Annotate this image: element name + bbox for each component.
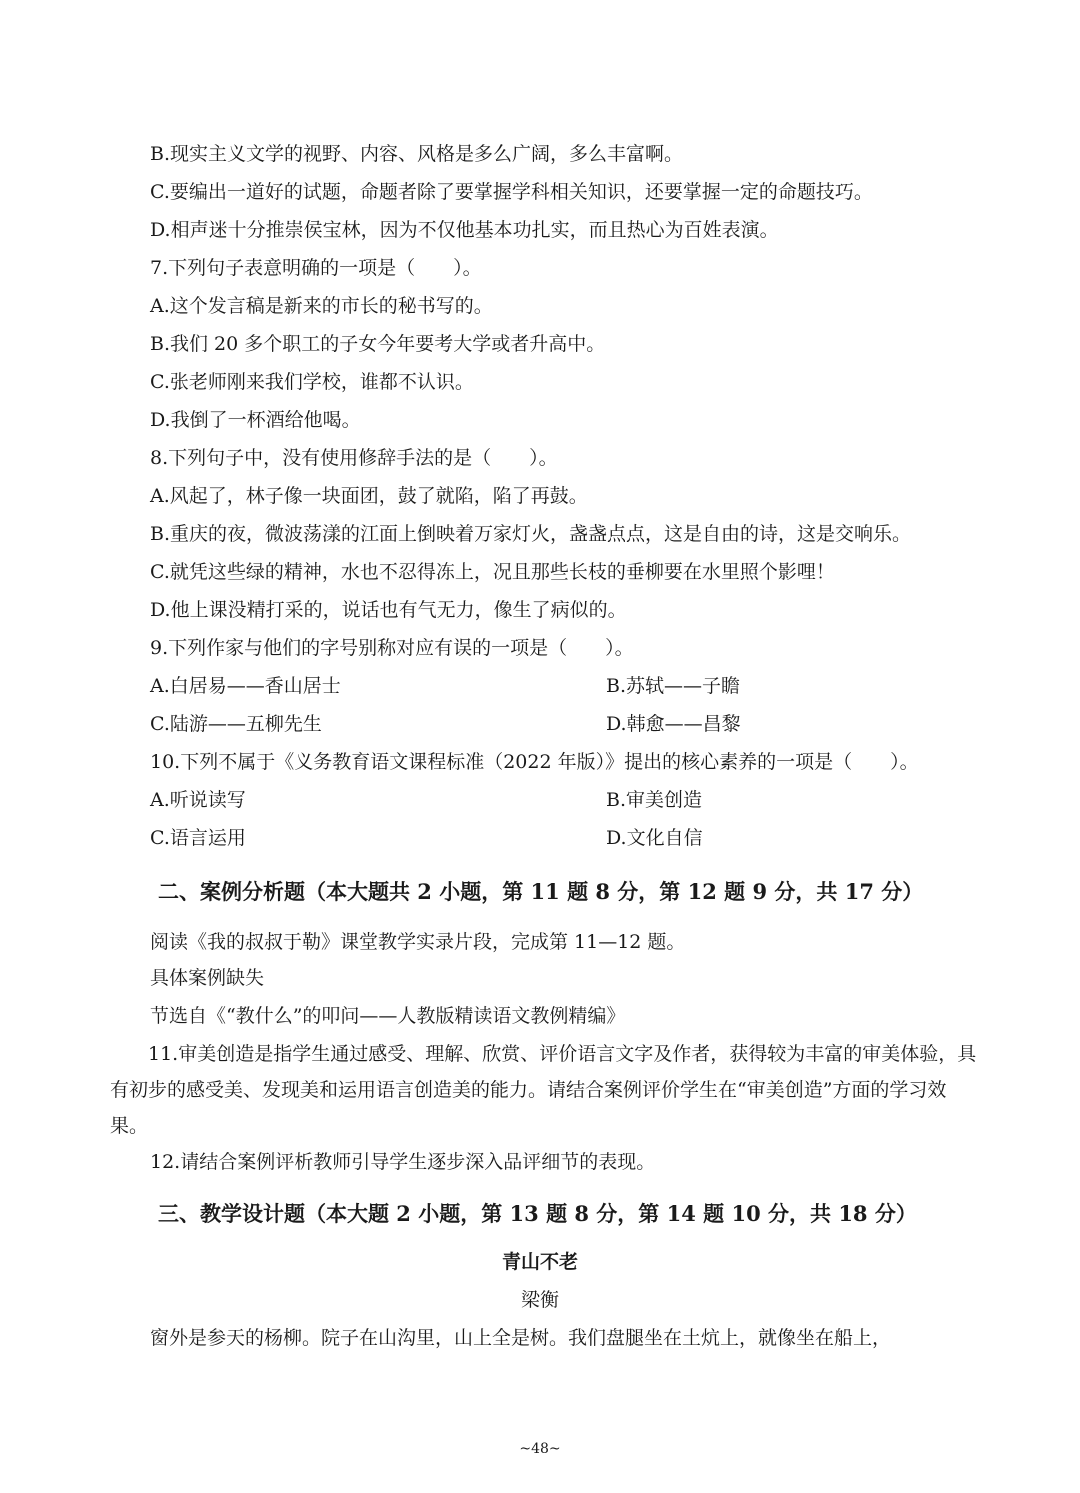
- q7-option-a: A.这个发言稿是新来的市长的秘书写的。: [150, 295, 493, 317]
- article-first-line: 窗外是参天的杨柳。院子在山沟里，山上全是树。我们盘腿坐在土炕上，就像坐在船上，: [150, 1327, 892, 1349]
- q7-option-b: B.我们 20 多个职工的子女今年要考大学或者升高中。: [150, 333, 606, 355]
- page-number: ~48~: [519, 1441, 561, 1457]
- article-author: 梁衡: [520, 1289, 559, 1311]
- q8-option-d: D.他上课没精打采的，说话也有气无力，像生了病似的。: [150, 599, 627, 621]
- q10-option-row: [150, 826, 980, 850]
- q7-option-c: C.张老师刚来我们学校，谁都不认识。: [150, 371, 474, 393]
- section-2-intro: 阅读《我的叔叔于勒》课堂教学实录片段，完成第 11—12 题。: [150, 931, 686, 953]
- section-2-heading: 二、案例分析题（本大题共 2 小题，第 11 题 8 分，第 12 题 9 分，共 17 分）: [158, 879, 924, 904]
- q8-option-b: B.重庆的夜，微波荡漾的江面上倒映着万家灯火，盏盏点点，这是自由的诗，这是交响乐。: [150, 523, 912, 545]
- q9-option-a: A.白居易——香山居士: [150, 675, 341, 697]
- q10-option-row: [150, 788, 980, 812]
- q10-option-a: A.听说读写: [150, 789, 246, 811]
- q9-option-d: D.韩愈——昌黎: [606, 713, 741, 735]
- q7-stem: 7.下列句子表意明确的一项是（ ）。: [150, 257, 482, 279]
- case-source: 节选自《“教什么”的叩问——人教版精读语文教例精编》: [150, 1005, 626, 1027]
- q6-option-d: D.相声迷十分推崇侯宝林，因为不仅他基本功扎实，而且热心为百姓表演。: [150, 219, 779, 241]
- q8-option-c: C.就凭这些绿的精神，水也不忍得冻上，况且那些长枝的垂柳要在水里照个影哩！: [150, 561, 835, 583]
- question-11: 11.审美创造是指学生通过感受、理解、欣赏、评价语言文字及作者，获得较为丰富的审美体验，具有初步的感受美、发现美和运用语言创造美的能力。请结合案例评价学生在“审美创造”方面的学习效果。: [110, 1043, 977, 1137]
- q6-option-c: C.要编出一道好的试题，命题者除了要掌握学科相关知识，还要掌握一定的命题技巧。: [150, 181, 873, 203]
- q7-option-d: D.我倒了一杯酒给他喝。: [150, 409, 361, 431]
- q9-option-c: C.陆游——五柳先生: [150, 713, 322, 735]
- q9-option-b: B.苏轼——子瞻: [606, 675, 741, 697]
- q10-stem: 10.下列不属于《义务教育语文课程标准（2022 年版）》提出的核心素养的一项是（ ）。: [150, 751, 919, 773]
- article-title: 青山不老: [501, 1251, 578, 1273]
- q9-option-row: [150, 674, 980, 698]
- q9-option-row: [150, 712, 980, 736]
- q10-option-d: D.文化自信: [606, 827, 703, 849]
- section-3-heading: 三、教学设计题（本大题 2 小题，第 13 题 8 分，第 14 题 10 分，共 18 分）: [158, 1201, 917, 1226]
- q10-option-b: B.审美创造: [606, 789, 703, 811]
- q8-stem: 8.下列句子中，没有使用修辞手法的是（ ）。: [150, 447, 558, 469]
- q8-option-a: A.风起了，林子像一块面团，鼓了就陷，陷了再鼓。: [150, 485, 588, 507]
- q6-option-b: B.现实主义文学的视野、内容、风格是多么广阔，多么丰富啊。: [150, 143, 684, 165]
- case-missing-note: 具体案例缺失: [150, 967, 265, 989]
- q9-stem: 9.下列作家与他们的字号别称对应有误的一项是（ ）。: [150, 637, 634, 659]
- question-12: 12.请结合案例评析教师引导学生逐步深入品评细节的表现。: [150, 1151, 656, 1173]
- q10-option-c: C.语言运用: [150, 827, 246, 849]
